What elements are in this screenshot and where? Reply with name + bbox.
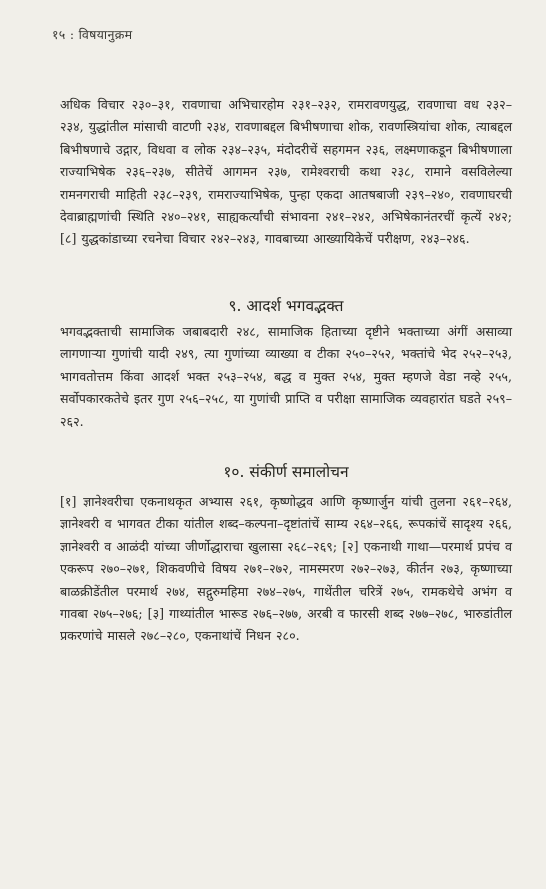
chapter-heading-9: ९. आदर्श भगवद्भक्त — [228, 297, 344, 315]
contents-paragraph: [१] ज्ञानेश्वरीचा एकनाथकृत अभ्यास २६१, कृष्णोद्धव आणि कृष्णार्जुन यांची तुलना २६१–२६४, ज्ञानेश्वरी व भागवत टीका यांतील शब्द–कल्पना–दृष्टांतांचें साम्य २६४–२६६, रूपकांचें सादृश्य २६६, ज्ञानेश्वरी व आळंदी यांच्या जीर्णोद्धाराचा खुलासा २६८–२६९; [२] एकनाथी गाथा—परमार्थ प्रपंच व एकरूप २७०–२७१, शिकवणीचे विषय २७१–२७२, नामस्मरण २७२–२७३, कीर्तन २७३, कृष्णाच्या बाळक्रीडेंतील परमार्थ २७४, सद्गुरुमहिमा २७४–२७५, गाथेंतील चरित्रें २७५, रामकथेचे अभंग व गावबा २७५–२७६; [३] गाथ्यांतील भारूड २७६–२७७, अरबी व फारसी शब्द २७७–२७८, भारुडांतील प्रकरणांचे मासले २७८–२८०, एकनाथांचें निधन २८०. — [60, 494, 512, 644]
contents-entry-continued — [60, 94, 512, 251]
contents-entry-chapter-9 — [60, 321, 512, 433]
contents-paragraph: अधिक विचार २३०–३१, रावणाचा अभिचारहोम २३१–२३२, रामरावणयुद्ध, रावणाचा वध २३२–२३४, युद्धांतील मांसाची वाटणी २३४, रावणाबद्दल बिभीषणाचा शोक, रावणस्त्रियांचा शोक, त्याबद्दल बिभीषणाचे उद्गार, विधवा व लोक २३४–२३५, मंदोदरीचें सहगमन २३६, लक्ष्मणाकडून बिभीषणाला राज्याभिषेक २३६–२३७, सीतेचें आगमन २३७, रामेश्वराची कथा २३८, रामाने वसविलेल्या रामनगराची माहिती २३८–२३९, रामराज्याभिषेक, पुन्हा एकदा आतषबाजी २३९–२४०, रावणाघरची देवाब्राह्मणांची स्थिति २४०–२४१, साह्यकर्त्यांची संभावना २४१–२४२, अभिषेकानंतरचीं कृत्यें २४२; [८] युद्धकांडाच्या रचनेचा विचार २४२–२४३, गावबाच्या आख्यायिकेचें परीक्षण, २४३–२४६. — [60, 97, 512, 247]
chapter-heading-10: १०. संकीर्ण समालोचन — [223, 463, 349, 481]
contents-paragraph: भगवद्भक्ताची सामाजिक जबाबदारी २४८, सामाजिक हिताच्या दृष्टीने भक्ताच्या अंगीं असाव्या लागणाऱ्या गुणांची यादी २४९, त्या गुणांच्या व्याख्या व टीका २५०–२५२, भक्तांचे भेद २५२–२५३, भागवतोत्तम किंवा आदर्श भक्त २५३–२५४, बद्ध व मुक्त २५४, मुक्त म्हणजे वेडा नव्हे २५५, सर्वोपकारकतेचे इतर गुण २५६–२५८, या गुणांची प्राप्ति व परीक्षा सामाजिक व्यवहारांत घडते २५९–२६२. — [60, 324, 512, 429]
running-header: १५ : विषयानुक्रम — [52, 27, 133, 42]
contents-entry-chapter-10 — [60, 491, 512, 648]
